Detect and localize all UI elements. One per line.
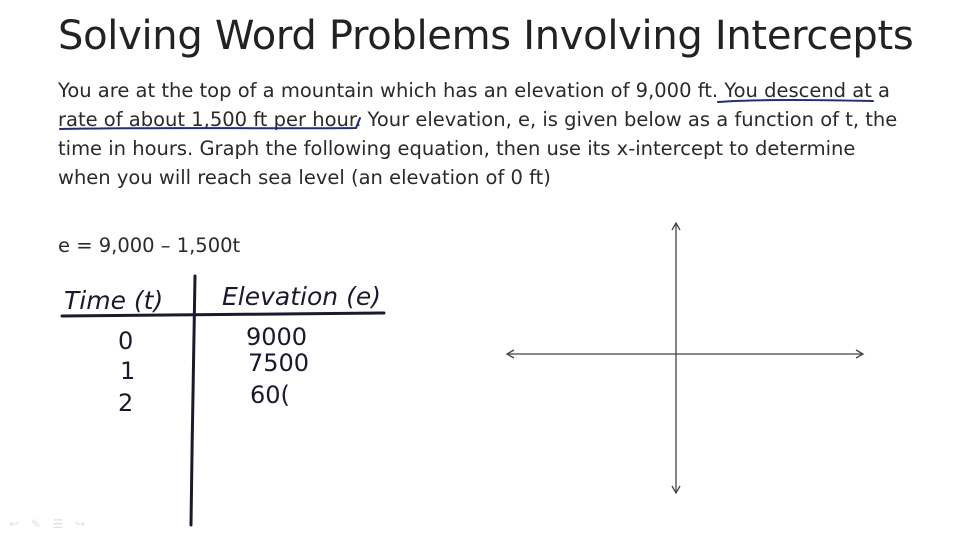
equation: e = 9,000 – 1,500t (58, 234, 241, 257)
problem-line-4: when you will reach sea level (an elevation of 0 ft) (58, 166, 551, 189)
table-cell-e-0: 9000 (246, 323, 308, 351)
problem-line-1: You are at the top of a mountain which has an elevation of 9,000 ft. You descend at a (58, 79, 890, 102)
table-cell-t-0: 0 (118, 327, 134, 355)
back-icon[interactable]: ↩ (8, 517, 20, 531)
menu-icon[interactable]: ☰ (52, 517, 64, 531)
slide-title: Solving Word Problems Involving Intercepts (58, 13, 914, 59)
coordinate-axes (507, 223, 863, 493)
pen-icon[interactable]: ✎ (30, 517, 42, 531)
forward-icon[interactable]: ↪ (74, 517, 86, 531)
table-cell-e-1: 7500 (248, 349, 310, 377)
x-axis-left-arrow-icon (507, 350, 514, 358)
table-cell-t-1: 1 (120, 357, 136, 385)
x-axis-right-arrow-icon (856, 350, 863, 358)
problem-line-2: rate of about 1,500 ft per hour. Your elevation, e, is given below as a function of t, the (58, 108, 898, 131)
problem-line-3: time in hours. Graph the following equation, then use its x-intercept to determine (58, 137, 856, 160)
problem-text (58, 76, 908, 192)
y-axis-down-arrow-icon (672, 486, 680, 493)
table-header-line (62, 313, 384, 316)
table-divider-line (191, 276, 195, 525)
table-header-elevation: Elevation (e) (222, 282, 381, 311)
table-cell-t-2: 2 (118, 389, 134, 417)
y-axis-up-arrow-icon (672, 223, 680, 230)
presentation-toolbar (6, 516, 88, 532)
table-header-time: Time (t) (64, 286, 164, 315)
table-cell-e-2: 60( (250, 381, 290, 409)
